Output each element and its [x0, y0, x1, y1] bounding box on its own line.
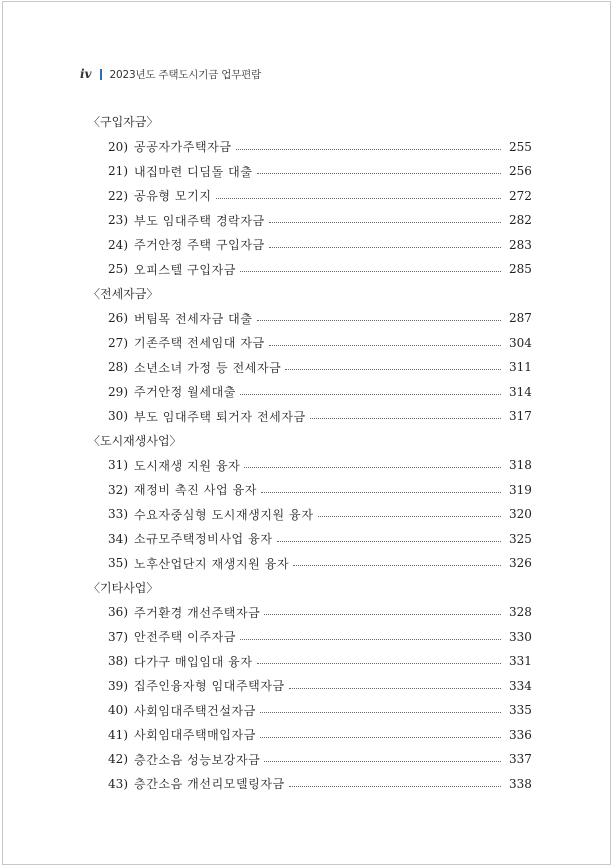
entry-title: 수요자중심형 도시재생지원 융자 [134, 507, 314, 522]
entry-number: 28) [108, 360, 128, 375]
entry-page-number: 285 [509, 262, 532, 277]
entry-title: 사회임대주택건설자금 [134, 703, 256, 718]
entry-title: 주거안정 월세대출 [134, 385, 236, 400]
toc-entry[interactable] [88, 135, 531, 160]
dot-leader [310, 418, 501, 419]
entry-page-number: 331 [509, 654, 532, 669]
toc-entry[interactable] [88, 600, 531, 625]
toc-entry[interactable] [88, 772, 531, 797]
entry-number: 39) [108, 678, 128, 693]
dot-leader [240, 394, 501, 395]
dot-leader [261, 492, 501, 493]
dot-leader [257, 663, 501, 664]
entry-title: 소년소녀 가정 등 전세자금 [134, 360, 282, 375]
dot-leader [318, 516, 501, 517]
entry-title: 부도 임대주택 퇴거자 전세자금 [134, 409, 306, 424]
entry-number: 33) [108, 507, 128, 522]
dot-leader [240, 271, 501, 272]
toc-entry[interactable] [88, 380, 531, 405]
entry-page-number: 304 [509, 335, 532, 350]
dot-leader [260, 737, 501, 738]
page-numeral: iv [80, 67, 92, 81]
section-header: 〈도시재생사업〉 [88, 433, 182, 448]
toc-entry[interactable] [88, 184, 531, 209]
dot-leader [244, 467, 501, 468]
toc-entry[interactable] [88, 331, 531, 356]
entry-number: 26) [108, 311, 128, 326]
toc-entry[interactable] [88, 306, 531, 331]
entry-number: 42) [108, 752, 128, 767]
dot-leader [289, 688, 501, 689]
entry-number: 37) [108, 629, 128, 644]
section-header: 〈기타사업〉 [88, 580, 159, 595]
toc-entry[interactable] [88, 747, 531, 772]
dot-leader [257, 320, 501, 321]
toc-entry[interactable] [88, 478, 531, 503]
dot-leader [257, 173, 501, 174]
entry-number: 40) [108, 703, 128, 718]
entry-page-number: 282 [509, 213, 532, 228]
entry-page-number: 317 [509, 409, 532, 424]
toc-entry[interactable] [88, 698, 531, 723]
toc-entry[interactable] [88, 453, 531, 478]
entry-page-number: 320 [509, 507, 532, 522]
toc-entry[interactable] [88, 233, 531, 258]
entry-page-number: 328 [509, 605, 532, 620]
entry-page-number: 255 [509, 139, 532, 154]
toc-entry[interactable] [88, 723, 531, 748]
entry-title: 다가구 매입임대 융자 [134, 654, 253, 669]
entry-number: 41) [108, 727, 128, 742]
toc-entry[interactable] [88, 649, 531, 674]
entry-title: 재정비 촉진 사업 융자 [134, 483, 257, 498]
entry-page-number: 338 [509, 776, 532, 791]
entry-page-number: 336 [509, 727, 532, 742]
toc-entry[interactable] [88, 625, 531, 650]
entry-number: 21) [108, 164, 128, 179]
entry-page-number: 311 [509, 360, 532, 375]
running-header [80, 66, 261, 82]
dot-leader [240, 639, 501, 640]
dot-leader [277, 541, 501, 542]
entry-title: 층간소음 성능보강자금 [134, 752, 261, 767]
entry-page-number: 326 [509, 556, 532, 571]
entry-title: 사회임대주택매입자금 [134, 728, 256, 743]
entry-number: 25) [108, 262, 128, 277]
dot-leader [269, 247, 501, 248]
toc-entry[interactable] [88, 502, 531, 527]
entry-title: 안전주택 이주자금 [134, 630, 236, 645]
entry-number: 43) [108, 776, 128, 791]
entry-number: 38) [108, 654, 128, 669]
toc-entry[interactable] [88, 208, 531, 233]
entry-number: 36) [108, 605, 128, 620]
entry-page-number: 335 [509, 703, 532, 718]
entry-number: 30) [108, 409, 128, 424]
entry-title: 기존주택 전세임대 자금 [134, 336, 265, 351]
entry-title: 부도 임대주택 경락자금 [134, 213, 265, 228]
section-header: 〈전세자금〉 [88, 286, 159, 301]
toc-entry[interactable] [88, 404, 531, 429]
entry-page-number: 314 [509, 384, 532, 399]
entry-number: 31) [108, 458, 128, 473]
table-of-contents [88, 110, 531, 796]
entry-title: 층간소음 개선리모델링자금 [134, 777, 285, 792]
entry-page-number: 330 [509, 629, 532, 644]
entry-title: 버팀목 전세자금 대출 [134, 311, 253, 326]
entry-number: 32) [108, 482, 128, 497]
book-title: 2023년도 주택도시기금 업무편람 [109, 68, 262, 81]
dot-leader [260, 712, 501, 713]
toc-entry[interactable] [88, 159, 531, 184]
entry-number: 24) [108, 237, 128, 252]
dot-leader [285, 369, 501, 370]
toc-entry[interactable] [88, 527, 531, 552]
entry-page-number: 287 [509, 311, 532, 326]
toc-entry[interactable] [88, 257, 531, 282]
entry-page-number: 325 [509, 531, 532, 546]
entry-title: 주거안정 주택 구입자금 [134, 238, 265, 253]
entry-page-number: 319 [509, 482, 532, 497]
entry-title: 노후산업단지 재생지원 융자 [134, 556, 290, 571]
entry-page-number: 334 [509, 678, 532, 693]
entry-title: 내집마련 디딤돌 대출 [134, 164, 253, 179]
header-separator [100, 69, 102, 80]
entry-number: 23) [108, 213, 128, 228]
dot-leader [293, 565, 501, 566]
dot-leader [269, 345, 501, 346]
dot-leader [264, 761, 501, 762]
dot-leader [236, 149, 501, 150]
entry-page-number: 272 [509, 188, 532, 203]
entry-title: 소규모주택정비사업 융자 [134, 532, 273, 547]
entry-title: 주거환경 개선주택자금 [134, 605, 261, 620]
entry-number: 27) [108, 335, 128, 350]
entry-number: 20) [108, 139, 128, 154]
entry-title: 공공자가주택자금 [134, 140, 232, 155]
entry-title: 집주인융자형 임대주택자금 [134, 679, 285, 694]
dot-leader [264, 614, 501, 615]
entry-page-number: 283 [509, 237, 532, 252]
dot-leader [289, 786, 501, 787]
toc-entry[interactable] [88, 674, 531, 699]
dot-leader [269, 222, 501, 223]
entry-number: 34) [108, 531, 128, 546]
entry-title: 오피스텔 구입자금 [134, 262, 236, 277]
entry-title: 공유형 모기지 [134, 189, 212, 204]
toc-entry[interactable] [88, 551, 531, 576]
entry-number: 29) [108, 384, 128, 399]
entry-page-number: 337 [509, 752, 532, 767]
dot-leader [216, 198, 501, 199]
entry-number: 35) [108, 556, 128, 571]
entry-title: 도시재생 지원 융자 [134, 458, 241, 473]
section-header: 〈구입자금〉 [88, 115, 159, 129]
toc-entry[interactable] [88, 355, 531, 380]
entry-page-number: 318 [509, 458, 532, 473]
entry-number: 22) [108, 188, 128, 203]
entry-page-number: 256 [509, 164, 532, 179]
